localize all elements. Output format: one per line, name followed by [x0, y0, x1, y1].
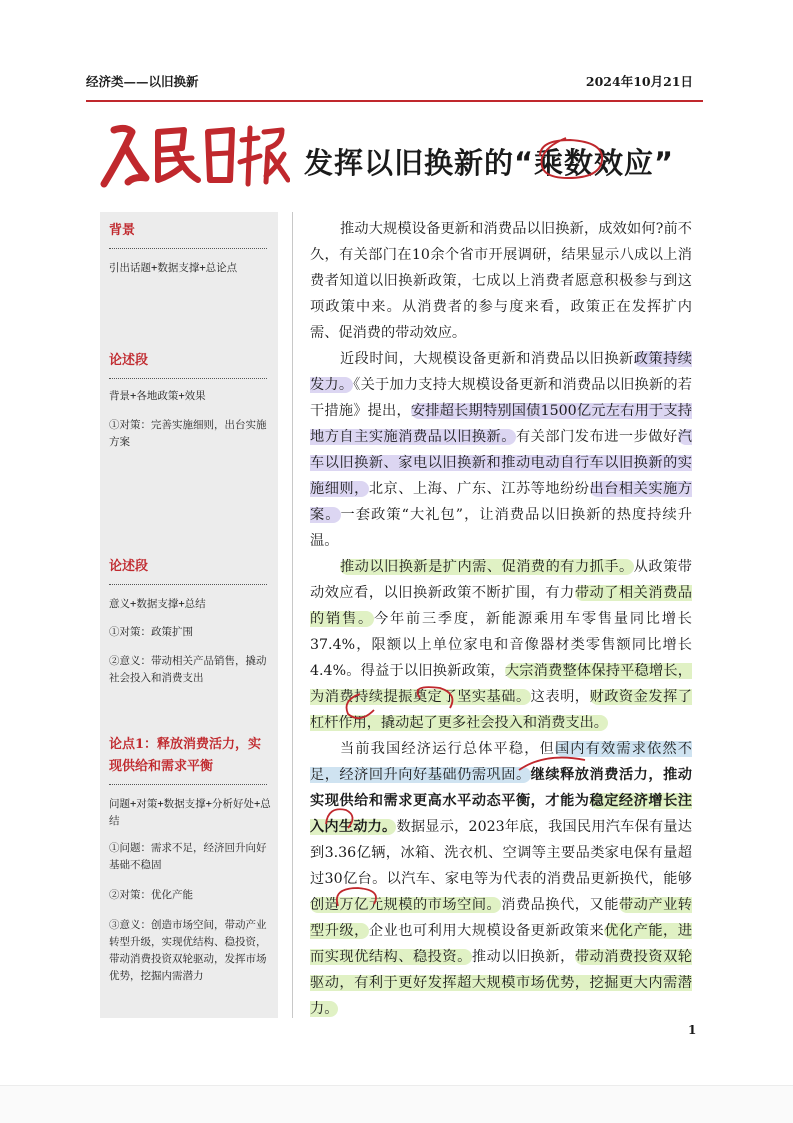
highlight-purple: 出台相关实施方案。: [310, 481, 692, 523]
highlight-green: 带动产业转型升级，: [310, 897, 692, 939]
text-run: 有关部门发布进一步做好: [515, 429, 678, 445]
highlight-green: 大宗消费整体保持平稳增长，为消费持续提振奠定了坚实基础。: [310, 663, 692, 705]
highlight-green: 稳定经济增长注入内生动力。: [310, 793, 692, 835]
sidebar-note: ③意义：创造市场空间，带动产业转型升级，实现优结构、稳投资，带动消费投资双轮驱动，发挥市场优势，挖掘内需潜力: [109, 919, 267, 982]
sidebar-heading: 论点1：释放消费活力，实现供给和需求平衡: [109, 737, 262, 774]
highlight-green: 财政资金发挥了杠杆作用，撬动起了更多社会投入和消费支出。: [310, 689, 692, 731]
text-run: 一套政策“大礼包”，让消费品以旧换新的热度持续升温。: [310, 507, 692, 549]
sidebar-heading: 论述段: [109, 559, 149, 574]
header-category: 经济类——以旧换新: [86, 74, 199, 89]
sidebar-note: ②对策：优化产能: [109, 889, 193, 901]
article-paragraph: [310, 346, 692, 554]
dotted-divider: [109, 784, 267, 785]
highlight-purple: 政策持续发力。: [310, 351, 692, 393]
sidebar-note: 背景+各地政策+效果: [109, 390, 206, 402]
header-rule: [86, 100, 703, 102]
outline-sidebar: [100, 212, 278, 1018]
sidebar-note: ②意义：带动相关产品销售，撬动社会投入和消费支出: [109, 655, 267, 684]
sidebar-note: 问题+对策+数据支撑+分析好处+总结: [109, 798, 271, 827]
sidebar-note: 意义+数据支撑+总结: [109, 598, 206, 610]
highlight-blue: 国内有效需求依然不足，经济回升向好基础仍需巩固。: [310, 741, 692, 783]
sidebar-note: ①对策：完善实施细则，出台实施方案: [109, 419, 267, 448]
sidebar-note: 引出话题+数据支撑+总论点: [109, 262, 238, 274]
text-run: 数据显示，2023年底，我国民用汽车保有量达到3.36亿辆，冰箱、洗衣机、空调等主要品类家电保有量超过30亿台。以汽车、家电等为代表的消费品更新换代，能够: [310, 819, 692, 887]
highlight-green: 推动以旧换新是扩内需、促消费的有力抓手。: [340, 559, 634, 575]
article-body: [310, 216, 692, 1022]
text-run: 从政策带动效应看，以旧换新政策不断扩围，有力: [310, 559, 692, 601]
dotted-divider: [109, 248, 267, 249]
text-run: 近段时间，大规模设备更新和消费品以旧换新: [340, 351, 634, 367]
text-run: 北京、上海、广东、江苏等地纷纷: [368, 481, 590, 497]
highlight-purple: 安排超长期特别国债1500亿元左右用于支持地方自主实施消费品以旧换新。: [310, 403, 692, 445]
masthead-logo: [100, 118, 290, 194]
column-divider: [292, 212, 293, 1018]
text-run: 今年前三季度，新能源乘用车零售量同比增长37.4%，限额以上单位家电和音像器材类零售额同比增长4.4%。得益于以旧换新政策，: [310, 611, 692, 679]
highlight-green: 带动消费投资双轮驱动，有利于更好发挥超大规模市场优势，挖掘更大内需潜力。: [310, 949, 692, 1017]
dotted-divider: [109, 584, 267, 585]
text-run: 推动以旧换新，: [471, 949, 575, 965]
article-paragraph: [310, 736, 692, 1022]
highlight-purple: 汽车以旧换新、家电以旧换新和推动电动自行车以旧换新的实施细则，: [310, 429, 692, 497]
article-title: 发挥以旧换新的“乘数效应”: [304, 146, 675, 180]
sidebar-heading: 论述段: [109, 353, 149, 368]
dotted-divider: [109, 378, 267, 379]
text-run: 《关于加力支持大规模设备更新和消费品以旧换新的若干措施》提出，: [310, 377, 692, 419]
highlight-green: 创造万亿元规模的市场空间。: [310, 897, 502, 913]
page-gap: [0, 1085, 793, 1123]
text-run: 消费品换代，又能: [501, 897, 619, 913]
highlight-green: 带动了相关消费品的销售。: [310, 585, 692, 627]
text-run: 企业也可利用大规模设备更新政策来: [368, 923, 605, 939]
bold-text: 继续释放消费活力，推动实现供给和需求更高水平动态平衡，: [310, 767, 692, 809]
sidebar-note: ①对策：政策扩围: [109, 626, 193, 638]
page-number: 1: [688, 1023, 697, 1037]
highlight-green: 优化产能，进而实现优结构、稳投资。: [310, 923, 692, 965]
article-paragraph: [310, 554, 692, 736]
text-run: 当前我国经济运行总体平稳，但: [340, 741, 555, 757]
bold-text: 才能为: [545, 793, 590, 809]
text-run: 这表明，: [530, 689, 590, 705]
article-paragraph: 推动大规模设备更新和消费品以旧换新，成效如何?前不久，有关部门在10余个省市开展调研，结果显示八成以上消费者知道以旧换新政策，七成以上消费者愿意积极参与到这项政策中来。从消费者的参与度来看，政策正在发挥扩内需、促消费的带动效应。: [310, 221, 692, 341]
sidebar-heading: 背景: [109, 223, 136, 238]
header-date: 2024年10月21日: [585, 74, 693, 89]
sidebar-note: ①问题：需求不足，经济回升向好基础不稳固: [109, 842, 267, 871]
